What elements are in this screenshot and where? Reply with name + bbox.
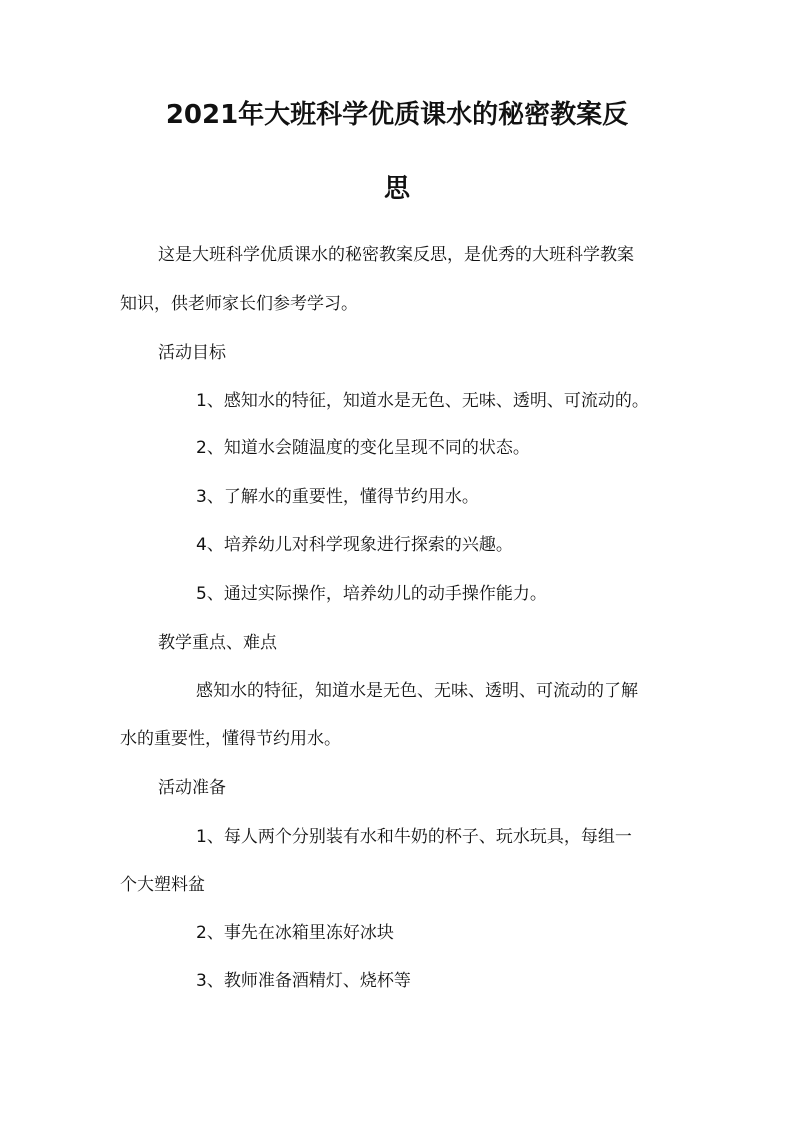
- document-title-line-1: 2021年大班科学优质课水的秘密教案反: [165, 100, 629, 130]
- goal-item-4: 4、培养幼儿对科学现象进行探索的兴趣。: [196, 535, 513, 555]
- preparation-item-3: 3、教师准备酒精灯、烧杯等: [196, 971, 411, 991]
- goal-item-5: 5、通过实际操作，培养幼儿的动手操作能力。: [196, 584, 547, 604]
- preparation-item-1-line-2: 个大塑料盆: [120, 875, 205, 895]
- intro-line-1: 这是大班科学优质课水的秘密教案反思，是优秀的大班科学教案: [158, 245, 634, 265]
- preparation-item-2: 2、事先在冰箱里冻好冰块: [196, 923, 394, 943]
- preparation-item-1-line-1: 1、每人两个分别装有水和牛奶的杯子、玩水玩具，每组一: [196, 827, 632, 847]
- document-title-line-2: 思: [383, 174, 410, 204]
- key-points-line-2: 水的重要性，懂得节约用水。: [120, 729, 341, 749]
- preparation-heading: 活动准备: [158, 778, 226, 798]
- goal-item-3: 3、了解水的重要性，懂得节约用水。: [196, 487, 479, 507]
- key-points-heading: 教学重点、难点: [158, 633, 277, 653]
- key-points-line-1: 感知水的特征，知道水是无色、无味、透明、可流动的了解: [196, 681, 638, 701]
- goal-item-1: 1、感知水的特征，知道水是无色、无味、透明、可流动的。: [196, 391, 649, 411]
- goal-item-2: 2、知道水会随温度的变化呈现不同的状态。: [196, 438, 530, 458]
- goals-heading: 活动目标: [158, 343, 226, 363]
- intro-line-2: 知识，供老师家长们参考学习。: [120, 294, 358, 314]
